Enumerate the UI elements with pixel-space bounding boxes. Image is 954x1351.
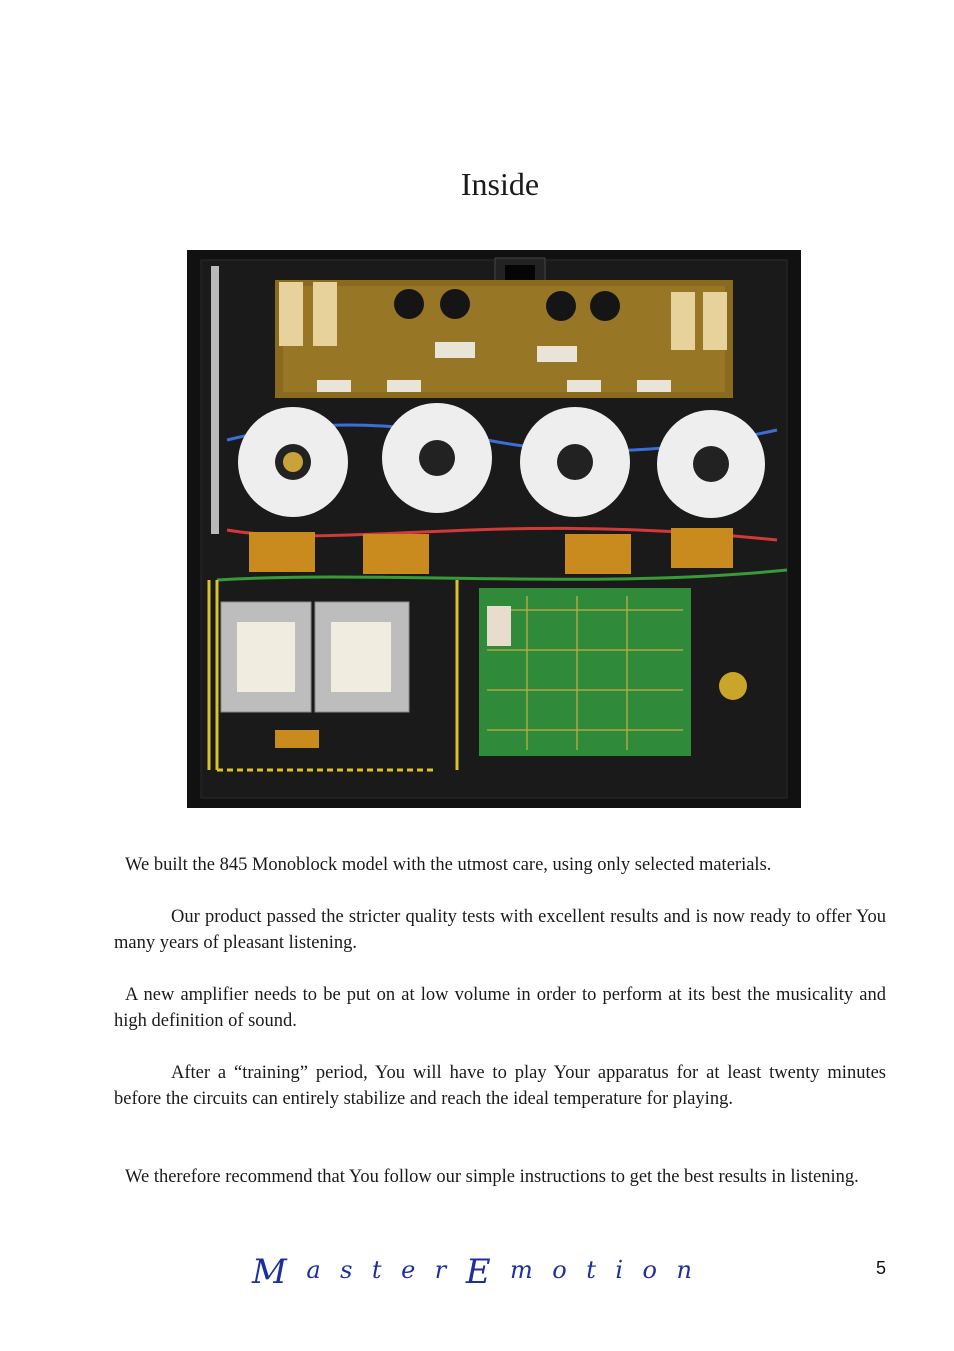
brand-letter: o: [552, 1256, 567, 1284]
brand-letter: m: [510, 1256, 533, 1284]
brand-letter: E: [465, 1252, 491, 1292]
amplifier-interior-photo: [187, 250, 801, 808]
brand-letter: M: [252, 1252, 287, 1292]
paragraph-5: We therefore recommend that You follow our simple instructions to get the best results in listening.: [125, 1167, 859, 1187]
brand-letter: t: [371, 1256, 382, 1284]
brand-letter: o: [642, 1256, 657, 1284]
page-title: Inside: [460, 166, 540, 202]
brand-logo: [252, 1252, 692, 1296]
photo-illustration: [187, 250, 801, 808]
brand-letter: t: [586, 1256, 596, 1284]
brand-letter: s: [340, 1256, 353, 1284]
brand-letter: n: [676, 1256, 692, 1284]
paragraph-2: Our product passed the stricter quality tests with excellent results and is now ready to offer You many years of pleasant listening.: [114, 907, 886, 953]
paragraph-4: After a “training” period, You will have to play Your apparatus for at least twenty minutes before the circuits can entirely stabilize and reach the ideal temperature for playing.: [114, 1063, 886, 1109]
brand-letter: i: [615, 1256, 624, 1284]
brand-letter: a: [306, 1256, 321, 1284]
brand-letter: e: [401, 1256, 416, 1284]
page-number: 5: [875, 1258, 886, 1278]
paragraph-1: We built the 845 Monoblock model with the utmost care, using only selected materials.: [125, 855, 772, 875]
brand-letter: r: [434, 1256, 447, 1284]
paragraph-3: A new amplifier needs to be put on at low volume in order to perform at its best the musicality and high definition of sound.: [114, 985, 886, 1031]
